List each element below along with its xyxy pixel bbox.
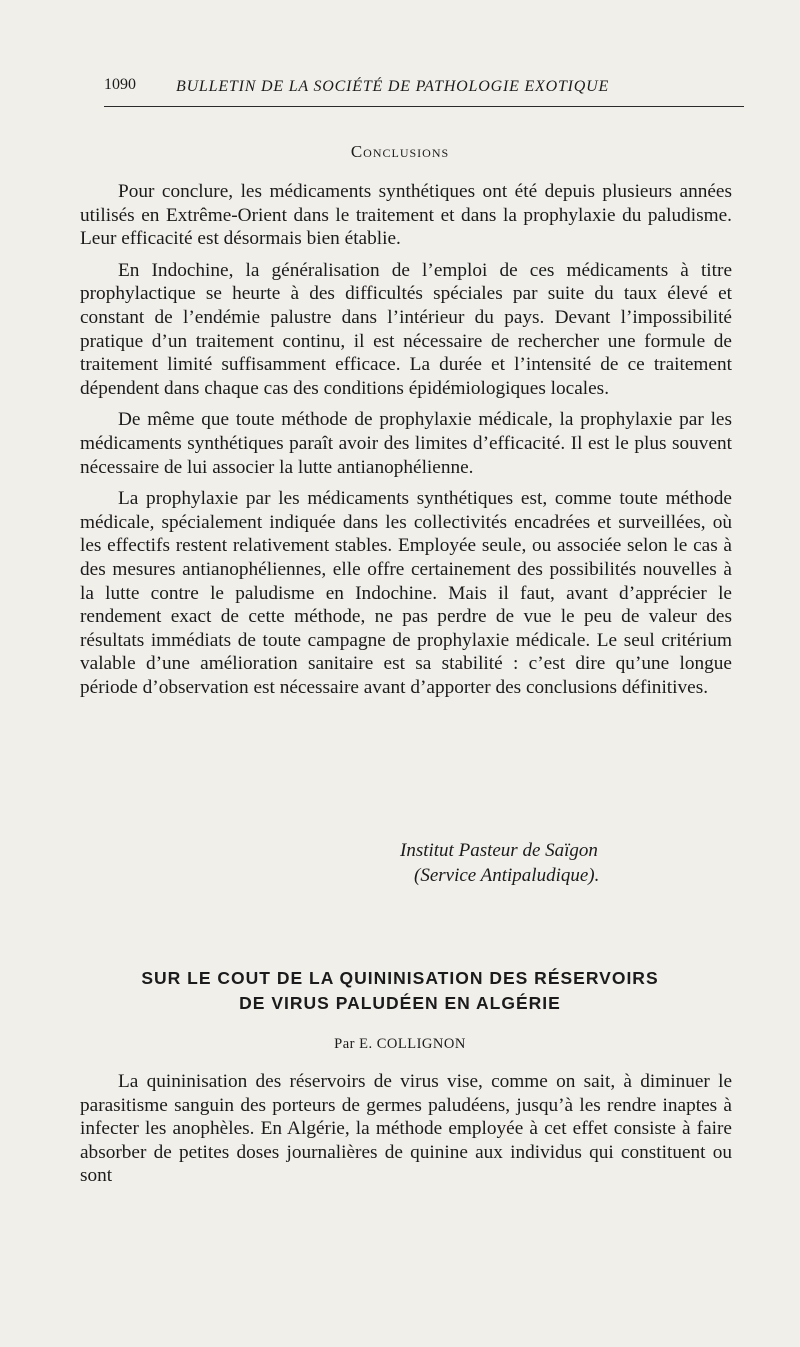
conclusions-paragraph: Pour conclure, les médicaments synthétiques ont été depuis plusieurs années utilisés en Extrême-Orient dans le traitement et dans la prophylaxie du paludisme. Leur efficacité est désormais bien établie.: [80, 181, 732, 250]
conclusions-heading: Conclusions: [350, 142, 450, 161]
article-title: [0, 966, 800, 1016]
page-header: [104, 76, 744, 107]
article-paragraph: La quininisation des réservoirs de virus vise, comme on sait, à diminuer le parasitisme sanguin des porteurs de germes paludéens, jusqu’à les rendre inaptes à infecter les anophèles. En Algérie, la méthode employée à cet effet consiste à faire absorber de petites doses journalières de quinine aux individus qui constituent ou sont: [80, 1071, 732, 1187]
article-title-line: DE VIRUS PALUDÉEN EN ALGÉRIE: [239, 993, 561, 1013]
conclusions-paragraph: De même que toute méthode de prophylaxie médicale, la prophylaxie par les médicaments synthétiques paraît avoir des limites d’efficacité. Il est le plus souvent nécessaire de lui associer la lutte antianophélienne.: [80, 409, 732, 478]
signature-service: (Service Antipaludique).: [414, 865, 600, 886]
article-byline: Par E. COLLIGNON: [334, 1036, 466, 1052]
conclusions-paragraph: En Indochine, la généralisation de l’emploi de ces médicaments à titre prophylactique se heurte à des difficultés spéciales par suite du taux élevé et constant de l’endémie palustre dans l’intérieur du pays. Devant l’impossibilité pratique d’un traitement continu, il est nécessaire de rechercher une formule de traitement limité suffisamment efficace. La durée et l’intensité de ce traitement dépendent dans chaque cas des conditions épidémiologiques locales.: [80, 259, 732, 399]
conclusions-paragraph: La prophylaxie par les médicaments synthétiques est, comme toute méthode médicale, spécialement indiquée dans les collectivités encadrées et surveillées, où les effectifs restent relativement stables. Employée seule, ou associée selon le cas à des mesures antianophéliennes, elle offre certainement des possibilités nouvelles à la lutte contre le paludisme en Indochine. Mais il faut, avant d’apprécier le rendement exact de cette méthode, ne pas perdre de vue le peu de valeur des résultats immédiats de toute campagne de prophylaxie médicale. Le seul critérium valable d’une amélioration sanitaire est sa stabilité : c’est dire qu’une longue période d’observation est nécessaire avant d’apporter des conclusions définitives.: [80, 488, 732, 698]
running-title: BULLETIN DE LA SOCIÉTÉ DE PATHOLOGIE EXOTIQUE: [176, 78, 610, 95]
author-signature: [400, 838, 599, 888]
signature-institute: Institut Pasteur de Saïgon: [400, 840, 598, 861]
article-body: [80, 1070, 732, 1196]
article-title-line: SUR LE COUT DE LA QUININISATION DES RÉSERVOIRS: [141, 968, 659, 988]
page-number: 1090: [104, 76, 136, 93]
conclusions-body: [80, 180, 732, 707]
